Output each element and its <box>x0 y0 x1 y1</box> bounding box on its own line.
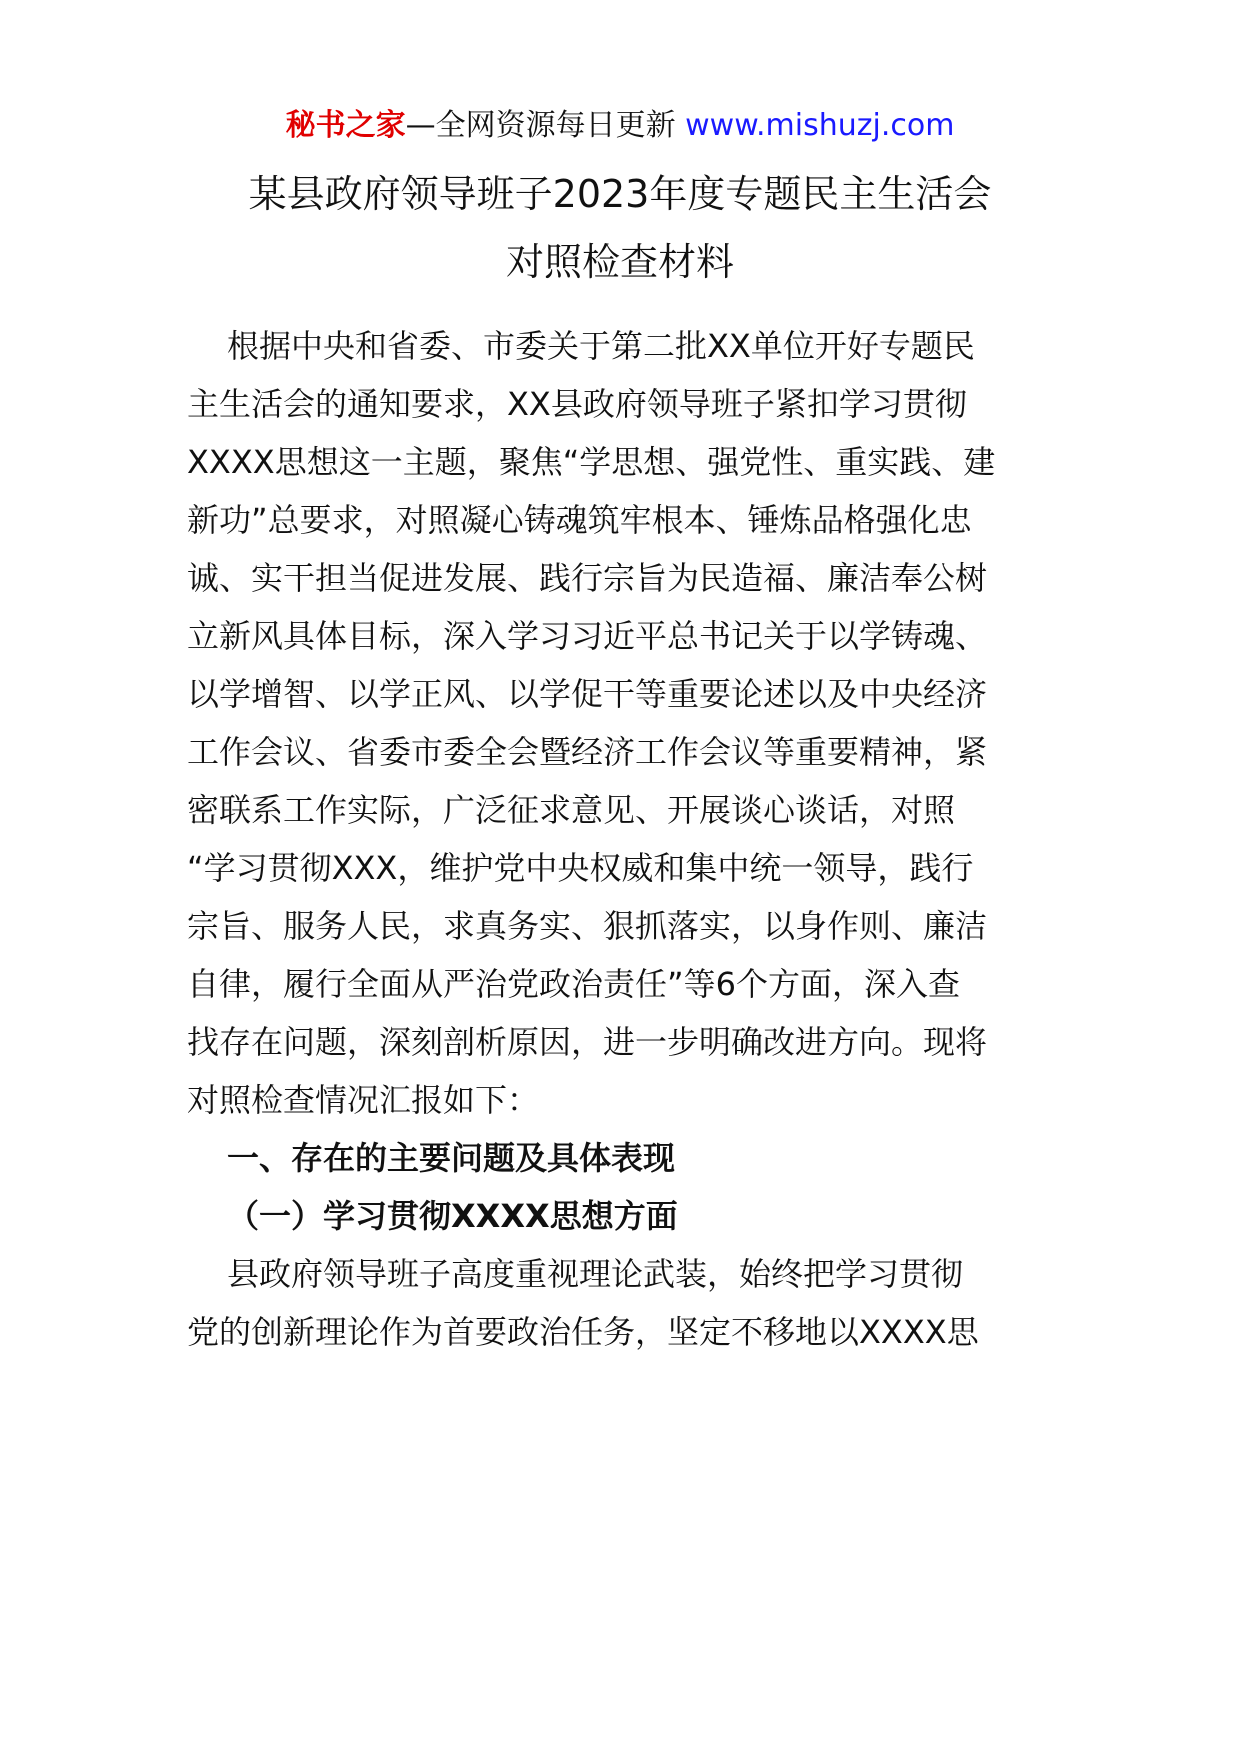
paragraph-line: 自律，履行全面从严治党政治责任”等6个方面，深入查 <box>187 965 960 1003</box>
site-link[interactable]: www.mishuzj.com <box>685 108 955 143</box>
paragraph-line: 县政府领导班子高度重视理论武装，始终把学习贯彻 <box>227 1255 964 1293</box>
paragraph-line: 主生活会的通知要求，XX县政府领导班子紧扣学习贯彻 <box>187 385 967 423</box>
paragraph-line: “学习贯彻XXX，维护党中央权威和集中统一领导，践行 <box>187 849 974 887</box>
paragraph-line: 找存在问题，深刻剖析原因，进一步明确改进方向。现将 <box>187 1023 988 1061</box>
brand-name: 秘书之家 <box>285 108 406 143</box>
paragraph-line: 党的创新理论作为首要政治任务，坚定不移地以XXXX思 <box>187 1313 979 1351</box>
paragraph-line: 以学增智、以学正风、以学促干等重要论述以及中央经济 <box>187 675 988 713</box>
section-heading-2: （一）学习贯彻XXXX思想方面 <box>227 1197 678 1235</box>
document-title-line-2: 对照检查材料 <box>505 240 734 284</box>
paragraph-line: 对照检查情况汇报如下： <box>187 1081 540 1119</box>
watermark-header <box>0 104 1240 148</box>
paragraph-line: XXXX思想这一主题，聚焦“学思想、强党性、重实践、建 <box>187 443 996 481</box>
paragraph-line: 诚、实干担当促进发展、践行宗旨为民造福、廉洁奉公树 <box>187 559 988 597</box>
header-tagline: —全网资源每日更新 <box>405 108 676 143</box>
paragraph-line: 新功”总要求，对照凝心铸魂筑牢根本、锤炼品格强化忠 <box>187 501 972 539</box>
document-title-line-1: 某县政府领导班子2023年度专题民主生活会 <box>248 172 992 216</box>
paragraph-line: 立新风具体目标，深入学习习近平总书记关于以学铸魂、 <box>187 617 988 655</box>
paragraph-line: 工作会议、省委市委全会暨经济工作会议等重要精神，紧 <box>187 733 988 771</box>
paragraph-line: 密联系工作实际，广泛征求意见、开展谈心谈话，对照 <box>187 791 956 829</box>
section-heading-1: 一、存在的主要问题及具体表现 <box>227 1139 676 1177</box>
paragraph-line: 根据中央和省委、市委关于第二批XX单位开好专题民 <box>227 327 975 365</box>
paragraph-line: 宗旨、服务人民，求真务实、狠抓落实，以身作则、廉洁 <box>187 907 988 945</box>
